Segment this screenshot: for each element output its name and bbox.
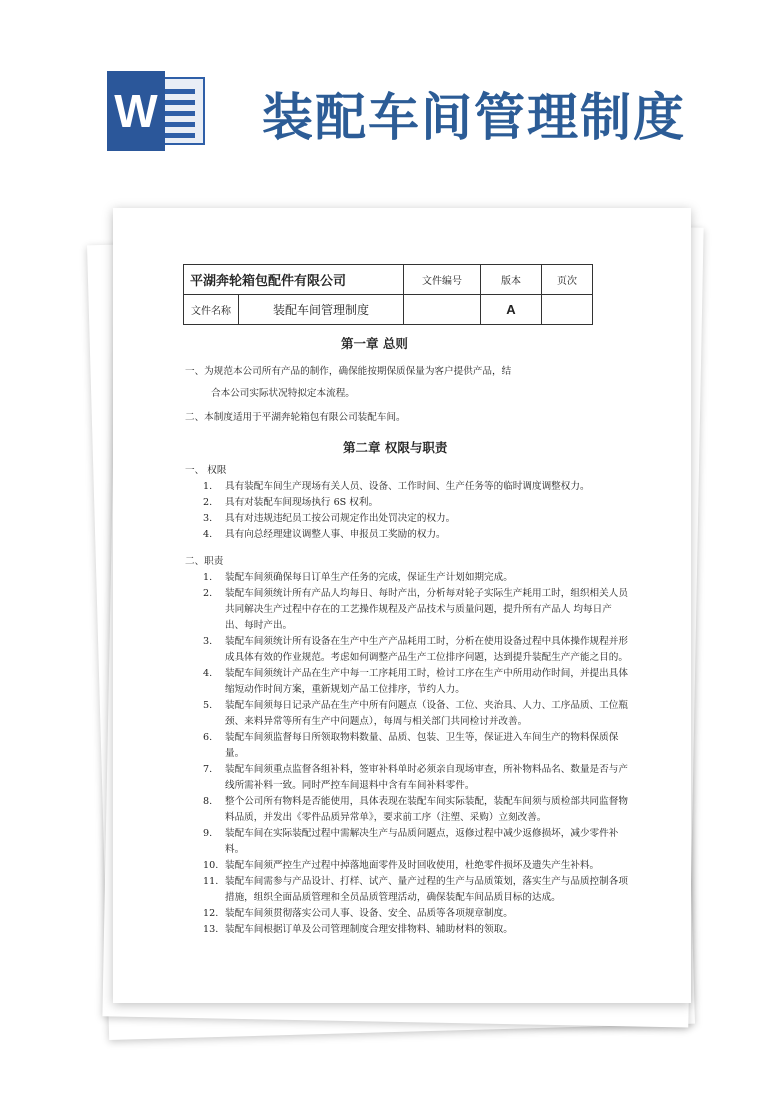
list-item: 10. 装配车间须严控生产过程中掉落地面零件及时回收使用，杜绝零件损坏及遗失产生补料。 bbox=[203, 860, 600, 871]
page-header bbox=[0, 0, 780, 200]
chapter2-title: 第二章 权限与职责 bbox=[343, 440, 448, 455]
doc-number-value bbox=[404, 295, 481, 325]
list-item: 3. 装配车间须统计所有设备在生产中生产产品耗用工时，分析在使用设备过程中具体操作规程并形成具体有效的作业规范。考虑如何调整产品生产工位排序问题，达到提升装配生产产能之目的。 bbox=[203, 636, 628, 663]
chapter1-title: 第一章 总则 bbox=[341, 336, 408, 351]
company-name: 平湖奔轮箱包配件有限公司 bbox=[184, 265, 404, 295]
page-title: 装配车间管理制度 bbox=[262, 89, 687, 148]
list-item: 1. 装配车间须确保每日订单生产任务的完成，保证生产计划如期完成。 bbox=[203, 572, 513, 583]
document-page bbox=[113, 208, 691, 1003]
authority-list bbox=[203, 479, 628, 543]
chapter1-p2: 二、本制度适用于平湖奔轮箱包有限公司装配车间。 bbox=[185, 412, 406, 423]
list-item: 8. 整个公司所有物料是否能使用，具体表现在装配车间实际装配，装配车间须与质检部共同监督物料品质，并发出《零件品质异常单》，要求前工序（注塑、采购）立刻改善。 bbox=[203, 796, 628, 823]
authority-section-title: 一、 权限 bbox=[185, 465, 227, 476]
list-item: 4. 具有向总经理建议调整人事、申报员工奖励的权力。 bbox=[203, 529, 446, 540]
page-value bbox=[542, 295, 593, 325]
list-item: 3. 具有对违规违纪员工按公司规定作出处罚决定的权力。 bbox=[203, 513, 456, 524]
list-item: 2. 装配车间须统计所有产品人均每日、每时产出，分析每对轮子实际生产耗用工时，组织相关人员共同解决生产过程中存在的工艺操作规程及产品技术与质量问题，提升所有产品人 均每日产出、每时产出。 bbox=[203, 588, 628, 631]
page-label: 页次 bbox=[542, 265, 593, 295]
chapter1-p1-line1: 一、为规范本公司所有产品的制作，确保能按期保质保量为客户提供产品，结 bbox=[185, 366, 512, 377]
word-icon bbox=[107, 71, 207, 151]
list-item: 2. 具有对装配车间现场执行 6S 权利。 bbox=[203, 497, 379, 508]
list-item: 12. 装配车间须贯彻落实公司人事、设备、安全、品质等各项规章制度。 bbox=[203, 908, 513, 919]
list-item: 1. 具有装配车间生产现场有关人员、设备、工作时间、生产任务等的临时调度调整权力。 bbox=[203, 481, 590, 492]
doc-name-value: 装配车间管理制度 bbox=[239, 295, 404, 325]
chapter1-p1-line2: 合本公司实际状况特拟定本流程。 bbox=[211, 388, 355, 399]
list-item: 7. 装配车间须重点监督各组补料，签审补料单时必须亲自现场审查，所补物料品名、数量是否与产线所需补料一致。同时严控车间退料中含有车间补料零件。 bbox=[203, 764, 628, 791]
list-item: 6. 装配车间须监督每日所领取物料数量、品质、包装、卫生等，保证进入车间生产的物料保质保量。 bbox=[203, 732, 619, 759]
duties-section-title: 二、职责 bbox=[185, 556, 224, 567]
document-header-table bbox=[183, 264, 593, 325]
doc-number-label: 文件编号 bbox=[404, 265, 481, 295]
word-icon-letter: W bbox=[107, 71, 165, 151]
list-item: 5. 装配车间须每日记录产品在生产中所有问题点（设备、工位、夹治具、人力、工序品质、工位瓶颈、来料异常等所有生产中问题点），每周与相关部门共同检讨并改善。 bbox=[203, 700, 628, 727]
list-item: 4. 装配车间须统计产品在生产中每一工序耗用工时，检讨工序在生产中所用动作时间，并提出具体缩短动作时间方案，重新规划产品工位排序，节约人力。 bbox=[203, 668, 628, 695]
version-label: 版本 bbox=[481, 265, 542, 295]
list-item: 9. 装配车间在实际装配过程中需解决生产与品质问题点，返修过程中减少返修损坏，减少零件补料。 bbox=[203, 828, 619, 855]
version-value: A bbox=[481, 295, 542, 325]
list-item: 11. 装配车间需参与产品设计、打样、试产、量产过程的生产与品质策划，落实生产与品质控制各项措施，组织全面品质管理和全员品质管理活动，确保装配车间品质目标的达成。 bbox=[203, 876, 628, 903]
duties-list bbox=[203, 570, 628, 938]
doc-name-label: 文件名称 bbox=[184, 295, 239, 325]
list-item: 13. 装配车间根据订单及公司管理制度合理安排物料、辅助材料的领取。 bbox=[203, 924, 513, 935]
